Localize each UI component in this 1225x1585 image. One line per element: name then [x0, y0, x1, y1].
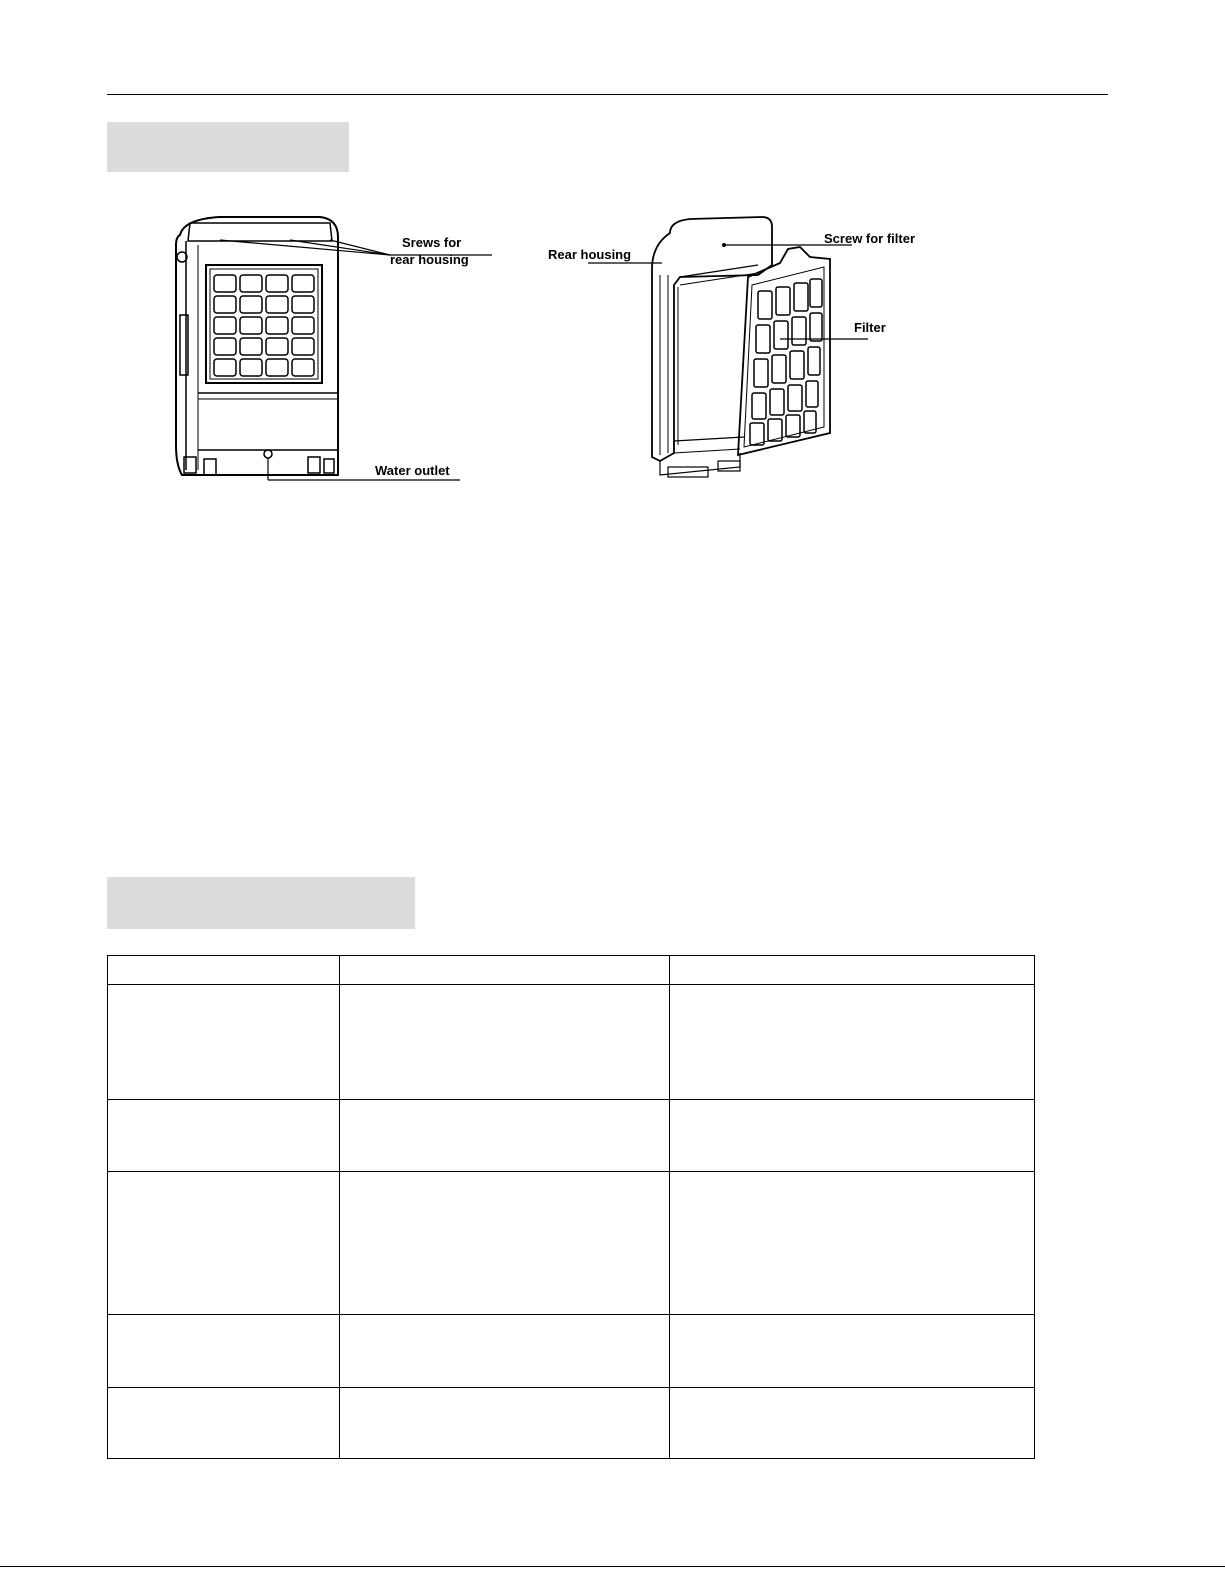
table-cell	[340, 956, 670, 985]
rear-housing-filter-exploded-figure	[540, 205, 930, 495]
table-header-row	[108, 956, 1035, 985]
table-cell	[340, 985, 670, 1100]
unit-rear-view-figure	[160, 205, 500, 490]
label-water-outlet: Water outlet	[375, 463, 450, 478]
table-cell	[340, 1315, 670, 1388]
table-cell	[108, 1388, 340, 1459]
table-cell	[340, 1172, 670, 1315]
label-rear-housing: Rear housing	[548, 247, 632, 262]
table-row	[108, 1388, 1035, 1459]
table-cell	[670, 956, 1035, 985]
troubleshooting-table	[107, 955, 1035, 1459]
table-cell	[670, 1388, 1035, 1459]
table-cell	[108, 985, 340, 1100]
label-screw-for-filter: Screw for filter	[824, 231, 916, 246]
table-cell	[670, 985, 1035, 1100]
table-cell	[670, 1172, 1035, 1315]
table-cell	[670, 1100, 1035, 1172]
table-cell	[340, 1100, 670, 1172]
table-cell	[108, 956, 340, 985]
table-row	[108, 1100, 1035, 1172]
footer-rule	[0, 1566, 1225, 1567]
label-filter: Filter	[854, 320, 886, 335]
section-heading-band-troubleshooting	[107, 877, 415, 929]
label-screws-rear-housing-line2: rear housing	[390, 252, 469, 267]
table-cell	[108, 1172, 340, 1315]
table-cell	[108, 1100, 340, 1172]
label-screws-rear-housing-line1: Srews for	[402, 235, 462, 250]
table-cell	[670, 1315, 1035, 1388]
table-cell	[108, 1315, 340, 1388]
section-heading-band-cleaning	[107, 122, 349, 172]
table-row	[108, 1315, 1035, 1388]
table-row	[108, 1172, 1035, 1315]
table-row	[108, 985, 1035, 1100]
header-rule	[107, 94, 1108, 95]
table-cell	[340, 1388, 670, 1459]
